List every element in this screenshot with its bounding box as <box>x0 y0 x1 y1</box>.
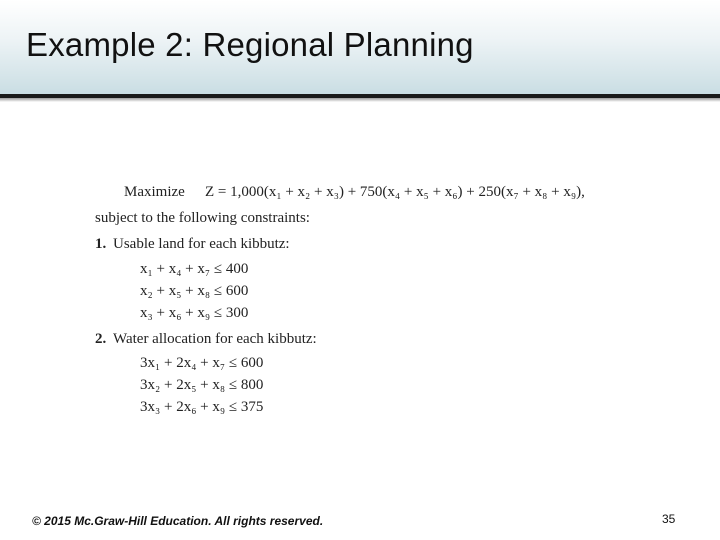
objective-keyword: Maximize <box>124 184 185 200</box>
constraint-water-3: 3x₃ + 2x₆ + x₉ ≤ 375 <box>140 399 264 415</box>
objective-function: Z = 1,000(x₁ + x₂ + x₃) + 750(x₄ + x₅ + x₆) + 250(x₇ + x₈ + x₉), <box>205 184 585 200</box>
slide-title: Example 2: Regional Planning <box>26 26 474 63</box>
section-heading: Usable land for each kibbutz: <box>113 236 290 252</box>
copyright-notice: © 2015 Mc.Graw-Hill Education. All rights reserved. <box>32 514 324 528</box>
page-number: 35 <box>662 512 676 526</box>
constraint-land-3: x₃ + x₆ + x₉ ≤ 300 <box>140 305 249 321</box>
section-heading: Water allocation for each kibbutz: <box>113 331 317 347</box>
constraint-land-1: x₁ + x₄ + x₇ ≤ 400 <box>140 261 249 277</box>
section-number: 1. <box>95 236 107 252</box>
subject-to-label: subject to the following constraints: <box>95 210 310 226</box>
constraint-water-1: 3x₁ + 2x₄ + x₇ ≤ 600 <box>140 355 264 371</box>
section-number: 2. <box>95 331 107 347</box>
constraint-land-2: x₂ + x₅ + x₈ ≤ 600 <box>140 283 249 299</box>
constraint-water-2: 3x₂ + 2x₅ + x₈ ≤ 800 <box>140 377 264 393</box>
